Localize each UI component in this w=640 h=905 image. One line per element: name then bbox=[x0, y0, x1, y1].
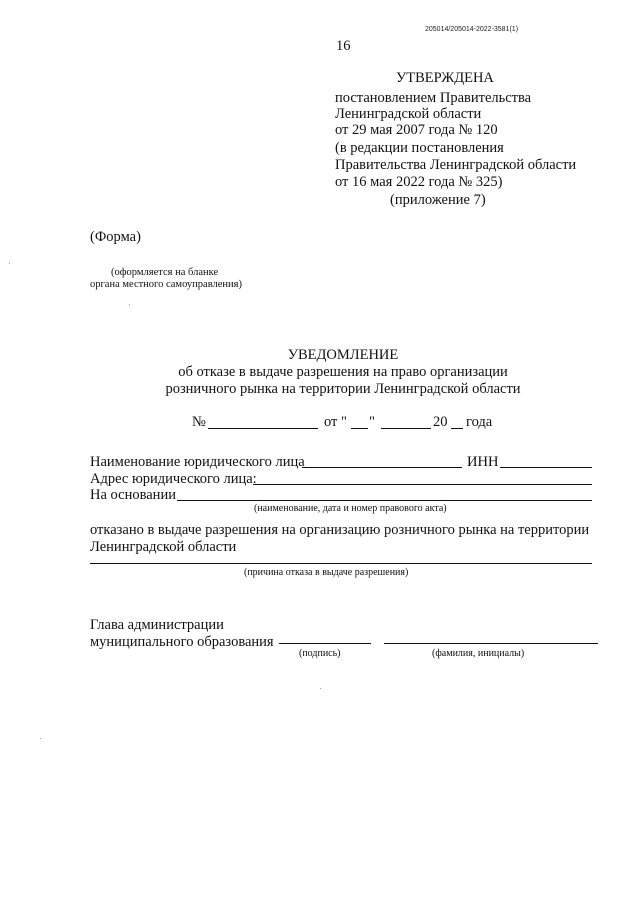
year-label: года bbox=[466, 414, 493, 430]
date-from-label: от " bbox=[324, 414, 347, 430]
reason-blank bbox=[90, 563, 592, 564]
approval-line-5: Правительства Ленинградской области bbox=[335, 157, 577, 173]
scan-speck bbox=[40, 738, 41, 739]
basis-blank bbox=[177, 500, 592, 501]
full-name-caption: (фамилия, инициалы) bbox=[432, 648, 525, 659]
date-quote-close: " bbox=[369, 414, 375, 430]
blank-note-line-2: органа местного самоуправления) bbox=[90, 279, 242, 290]
blank-note-line-1: (оформляется на бланке bbox=[111, 267, 219, 278]
inn-label: ИНН bbox=[467, 454, 499, 470]
head-title-line-2: муниципального образования bbox=[90, 634, 274, 650]
scan-speck bbox=[9, 263, 10, 264]
legal-name-blank bbox=[302, 467, 462, 468]
scan-speck bbox=[129, 304, 130, 305]
number-sign: № bbox=[192, 414, 206, 430]
day-blank bbox=[351, 428, 368, 429]
signature-blank bbox=[279, 643, 371, 644]
refusal-line-2: Ленинградской области bbox=[90, 539, 237, 555]
notice-title: УВЕДОМЛЕНИЕ bbox=[287, 347, 399, 363]
page-number: 16 bbox=[336, 38, 351, 54]
notice-subtitle-1: об отказе в выдаче разрешения на право организации bbox=[178, 364, 508, 380]
address-label: Адрес юридического лица: bbox=[90, 471, 257, 487]
approval-appendix: (приложение 7) bbox=[390, 192, 486, 208]
approval-title: УТВЕРЖДЕНА bbox=[396, 70, 494, 86]
scan-speck bbox=[320, 688, 321, 689]
approval-line-2: Ленинградской области bbox=[335, 106, 482, 122]
approval-line-3: от 29 мая 2007 года № 120 bbox=[335, 122, 498, 138]
approval-line-1: постановлением Правительства bbox=[335, 90, 532, 106]
basis-caption: (наименование, дата и номер правового акта) bbox=[254, 503, 447, 514]
number-blank bbox=[208, 428, 318, 429]
form-label: (Форма) bbox=[90, 229, 141, 245]
refusal-line-1: отказано в выдаче разрешения на организацию розничного рынка на территории bbox=[90, 522, 590, 538]
year-prefix: 20 bbox=[433, 414, 448, 430]
basis-label: На основании bbox=[90, 487, 176, 503]
approval-line-6: от 16 мая 2022 года № 325) bbox=[335, 174, 503, 190]
legal-name-label: Наименование юридического лица bbox=[90, 454, 305, 470]
reason-caption: (причина отказа в выдаче разрешения) bbox=[244, 567, 409, 578]
notice-subtitle-2: розничного рынка на территории Ленинградской области bbox=[165, 381, 521, 397]
document-id: 205014/205014-2022-3581(1) bbox=[425, 26, 519, 33]
month-blank bbox=[381, 428, 431, 429]
full-name-blank bbox=[384, 643, 598, 644]
approval-line-4: (в редакции постановления bbox=[335, 140, 504, 156]
head-title-line-1: Глава администрации bbox=[90, 617, 224, 633]
address-blank bbox=[253, 484, 592, 485]
inn-blank bbox=[500, 467, 592, 468]
year-blank bbox=[451, 428, 463, 429]
signature-caption: (подпись) bbox=[299, 648, 341, 659]
